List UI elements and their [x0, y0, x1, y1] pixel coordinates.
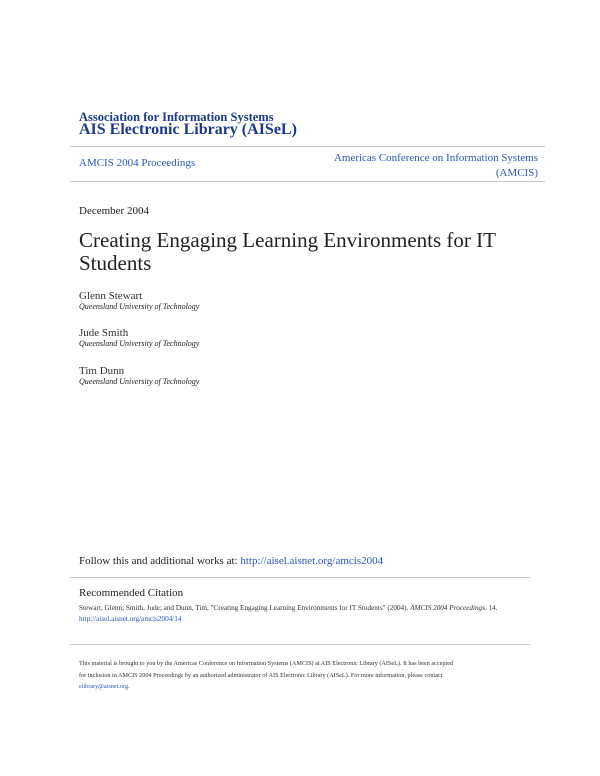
notice-line-2: for inclusion in AMCIS 2004 Proceedings by an authorized administrator of AIS Electronic Library (AISeL). For more information, please contact — [79, 671, 443, 679]
notice-end: . — [128, 683, 130, 690]
notice-line-1: This material is brought to you by the Americas Conference on Information Systems (AMCIS) at AIS Electronic Library (AISeL). It has been accepted — [79, 660, 454, 667]
header-divider-bottom — [70, 181, 545, 182]
paper-title: Creating Engaging Learning Environments for IT Students — [79, 228, 496, 275]
author-name[interactable]: Glenn Stewart — [79, 290, 143, 302]
citation-body: Stewart, Glenn; Smith, Jude; and Dunn, Tim, "Creating Engaging Learning Environments for IT Students" (2004). — [79, 604, 411, 612]
follow-text: Follow this and additional works at: — [79, 555, 241, 567]
citation-suffix: . 14. — [484, 604, 498, 612]
notice-line-3 — [79, 681, 539, 693]
citation-text — [79, 603, 529, 625]
copyright-notice — [79, 658, 539, 693]
conference-link[interactable] — [308, 151, 538, 181]
header-divider-top — [70, 146, 545, 147]
conference-link-line1[interactable]: Americas Conference on Information Systems — [333, 152, 538, 164]
contact-email-link[interactable]: elibrary@aisnet.org — [79, 683, 129, 690]
citation-divider — [70, 577, 530, 578]
author-block-3 — [79, 365, 199, 386]
author-affiliation: Queensland University of Technology — [79, 377, 200, 386]
notice-divider — [70, 644, 530, 645]
follow-link[interactable]: http://aisel.aisnet.org/amcis2004 — [240, 555, 384, 567]
conference-link-line2[interactable]: (AMCIS) — [495, 167, 538, 179]
author-block-1 — [79, 290, 199, 311]
publication-date: December 2004 — [79, 205, 149, 217]
author-block-2 — [79, 327, 199, 348]
author-name[interactable]: Tim Dunn — [79, 365, 125, 377]
citation-journal: AMCIS 2004 Proceedings — [410, 604, 485, 612]
follow-line — [79, 555, 383, 567]
recommended-citation-heading: Recommended Citation — [79, 587, 184, 599]
proceedings-link[interactable]: AMCIS 2004 Proceedings — [79, 157, 196, 169]
author-affiliation: Queensland University of Technology — [79, 339, 200, 348]
citation-url[interactable]: http://aisel.aisnet.org/amcis2004/14 — [79, 615, 182, 623]
author-name[interactable]: Jude Smith — [79, 327, 129, 339]
author-affiliation: Queensland University of Technology — [79, 302, 200, 311]
association-name[interactable]: Association for Information Systems — [79, 110, 274, 124]
library-name[interactable]: AIS Electronic Library (AISeL) — [79, 121, 297, 138]
